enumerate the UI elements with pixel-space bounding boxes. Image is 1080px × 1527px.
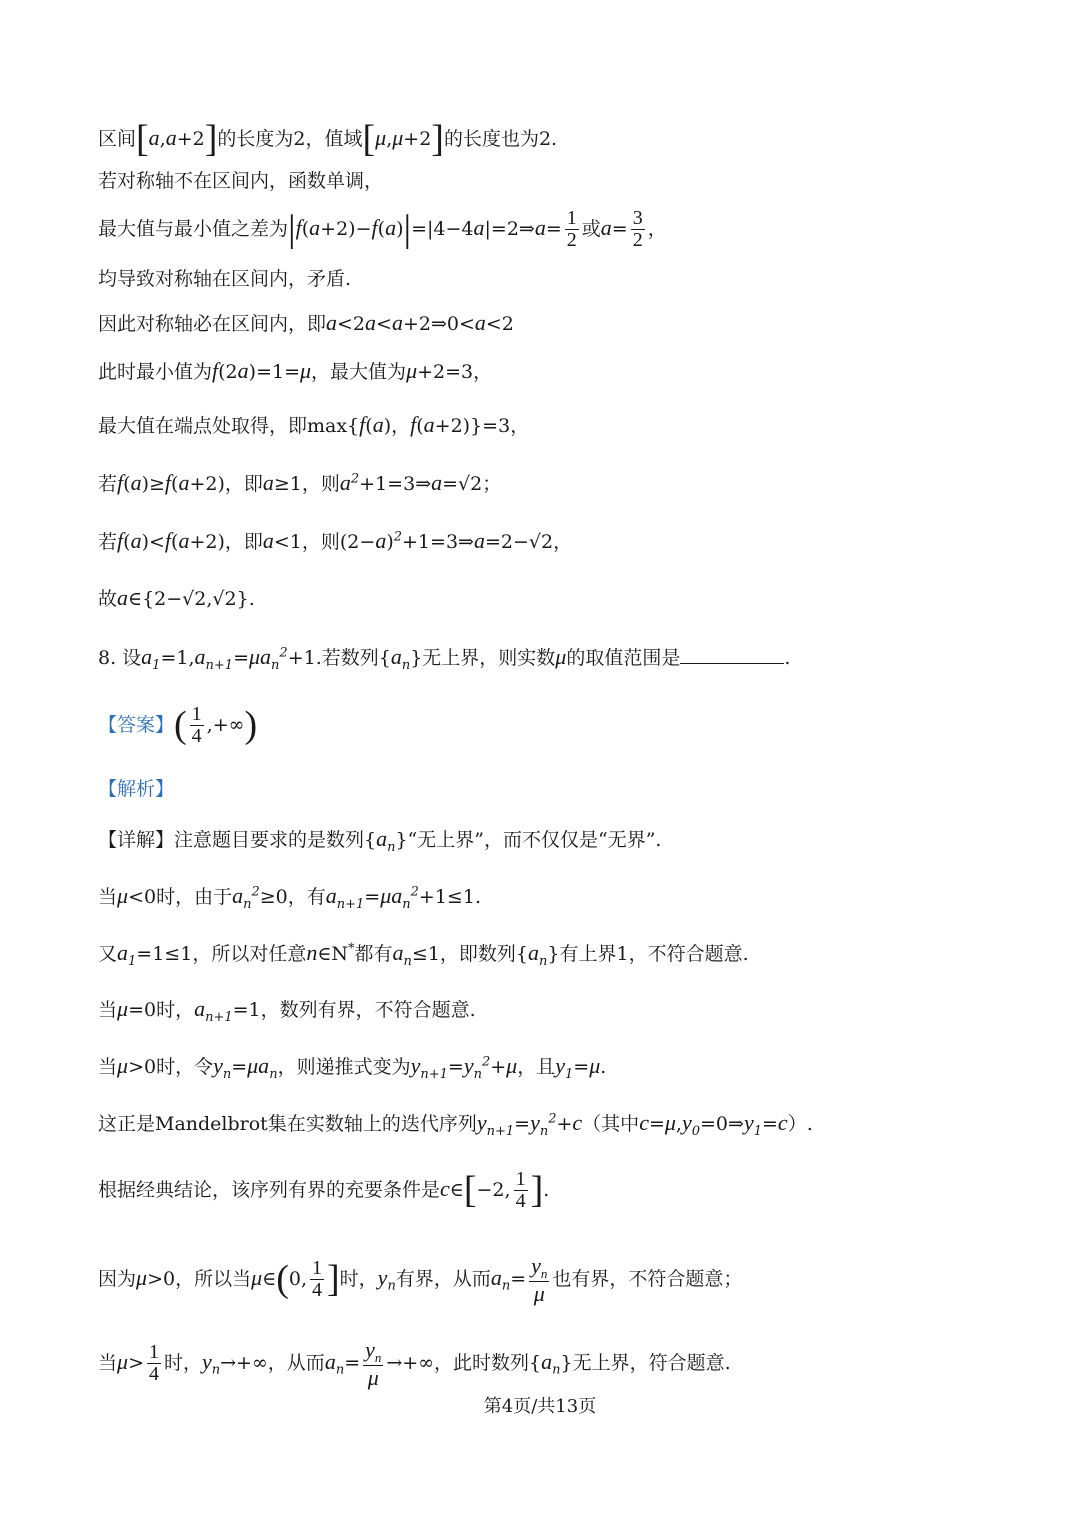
- text-line: 若f(a)≥f(a+2)，即a≥1，则$a^2+1=3\Rightarrow a=√2$；: [98, 470, 502, 495]
- text-line: 当μ=0时，$a_{n+1}=1$，数列有界，不符合题意.: [98, 996, 476, 1025]
- text-line: 区间[a,a+2]的长度为2，值域[μ,μ+2]的长度也为2.: [98, 118, 558, 160]
- text-line: 根据经典结论，该序列有界的充要条件是c∈[−2, $\frac{1}{4}$ ].: [98, 1168, 550, 1213]
- text-line: 因为μ>0，所以当μ∈(0, $\frac{1}{4}$ ]时，$y_n$有界，从而$a_n=$ $\frac{y_n}{\mu}$ 也有界，不符合题意；: [98, 1253, 743, 1306]
- text-line: 这正是Mandelbrot集在实数轴上的迭代序列$y_{n+1}=y_n^2+c$（其中$c=\mu,y_0=0\Rightarrow y_1=c$）.: [98, 1110, 813, 1139]
- text-line: 当μ<0时，由于$a_n^2\ge 0$，有$a_{n+1}=\mu a_n^2+1\le 1$.: [98, 883, 481, 912]
- answer-line: 【答案】( $\frac{1}{4}$ ,+∞): [98, 703, 258, 748]
- analysis-label: 【解析】: [98, 778, 175, 800]
- text-line: 当μ> $\frac{1}{4}$ 时，$y_n\to+\infty$，从而$a_n=$ $\frac{y_n}{\mu}$ →+∞，此时数列$\{a_n\}$无上界，符合题意.: [98, 1337, 731, 1390]
- text-line: 故a∈{2−√2,√2}.: [98, 585, 255, 610]
- text-line: 若对称轴不在区间内，函数单调，: [98, 170, 384, 192]
- text-line: 此时最小值为f(2a)=1=μ，最大值为μ+2=3，: [98, 358, 493, 383]
- text-line: 因此对称轴必在区间内，即a<2a<a+2⇒0<a<2: [98, 310, 514, 335]
- text-line: 最大值在端点处取得，即max{f(a)，f(a+2)}=3，: [98, 412, 530, 437]
- text-line: 当μ>0时，令$y_n=\mu a_n$，则递推式变为$y_{n+1}=y_n^2+\mu$，且$y_1=\mu$.: [98, 1053, 607, 1082]
- question-8: 8. 设$a_1=1,a_{n+1}=\mu a_n^2+1$.若数列$\{a_n\}$无上界，则实数μ的取值范围是 .: [98, 644, 791, 673]
- answer-blank: [680, 643, 784, 664]
- text-line: 最大值与最小值之差为|f(a+2)−f(a)|=|4−4a|=2⇒a= $\frac{1}{2}$ 或a= $\frac{3}{2}$ ，: [98, 207, 667, 252]
- page-footer: 第4页/共13页: [483, 1396, 597, 1417]
- text-line: 【详解】注意题目要求的是数列$\{a_n\}“$无上界”，而不仅仅是“无界”.: [98, 826, 662, 855]
- text-line: 又$a_1=1\le 1$，所以对任意n∈N*都有$a_n\le 1$，即数列$\{a_n\}$有上界1，不符合题意.: [98, 940, 749, 969]
- text-line: 若f(a)<f(a+2)，即a<1，则$(2-a)^2+1=3\Rightarrow a=2-√2$，: [98, 528, 573, 553]
- text-line: 均导致对称轴在区间内，矛盾.: [98, 268, 352, 290]
